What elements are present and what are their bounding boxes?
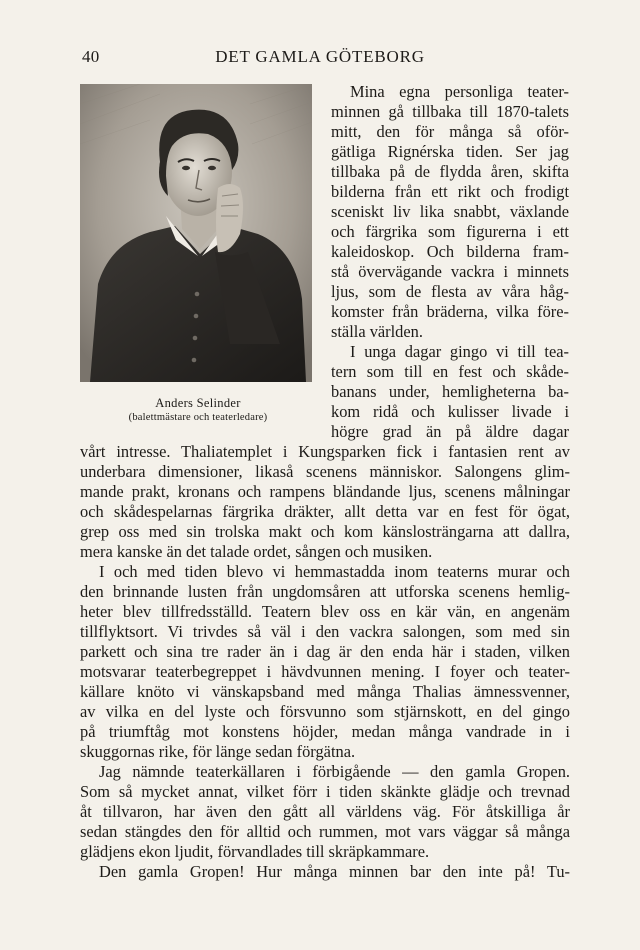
text-line: tillflyktsort. Vi trivdes så väl i den vackra salongen, som med sin bbox=[80, 622, 570, 641]
text-line: skuggornas rike, för länge sedan förgätna. bbox=[80, 742, 356, 761]
text-line: av vilka en del lyste och försvunno som stjärnskott, en del gingo bbox=[80, 702, 570, 721]
portrait-caption-name: Anders Selinder bbox=[155, 396, 241, 410]
text-line: tillbaka på de flydda åren, skifta bbox=[331, 162, 569, 181]
text-line: vårt intresse. Thaliatemplet i Kungsparken fick i fantasien rent av bbox=[80, 442, 570, 461]
portrait-figure bbox=[80, 84, 316, 423]
page-number: 40 bbox=[82, 47, 100, 66]
text-line: högre grad än på äldre dagar bbox=[331, 422, 569, 441]
text-line: mitt, den för många så oför- bbox=[331, 122, 569, 141]
text-line: glädjens ekon ljudit, förvandlades till skräpkammare. bbox=[80, 842, 430, 861]
text-line: I och med tiden blevo vi hemmastadda inom teaterns murar och bbox=[99, 562, 570, 581]
text-line: gätliga Rignérska tiden. Ser jag bbox=[331, 142, 569, 161]
text-line: ställa världen. bbox=[331, 322, 423, 341]
text-line: sedan stängdes den för alltid och rummen, mot vars väggar så många bbox=[80, 822, 570, 841]
text-line: Mina egna personliga teater- bbox=[350, 82, 569, 101]
text-line: mande prakt, kronans och rampens bländande ljus, scenens målningar bbox=[80, 482, 570, 501]
text-line: stå övervägande vackra i minnets bbox=[331, 262, 569, 281]
text-line: I unga dagar gingo vi till tea- bbox=[350, 342, 569, 361]
text-line: underbara dimensioner, likaså scenens människor. Salongens glim- bbox=[80, 462, 570, 481]
text-line: parkett och sina tre rader än i dag är den enda här i staden, vilken bbox=[80, 642, 570, 661]
text-line: tern som till en fest och skåde- bbox=[331, 362, 569, 381]
text-line: Jag nämnde teaterkällaren i förbigående — den gamla Gropen. bbox=[99, 762, 570, 781]
text-line: sceniskt liv lika snabbt, växlande bbox=[331, 202, 569, 221]
text-line: grep oss med sin trolska makt och kom känslosträngarna att dallra, bbox=[80, 522, 570, 541]
text-line: Som så mycket annat, vilket förr i tiden skänkte glädje och trevnad bbox=[80, 782, 570, 801]
text-line: banans under, hemligheterna ba- bbox=[331, 382, 569, 401]
text-line: den brinnande lusten från ungdomsåren att utforska scenens hemlig- bbox=[80, 582, 570, 601]
text-line: Den gamla Gropen! Hur många minnen bar den inte på! Tu- bbox=[99, 862, 570, 881]
text-line: kaleidoskop. Och bilderna fram- bbox=[331, 242, 569, 261]
running-head: DET GAMLA GÖTEBORG bbox=[215, 47, 425, 66]
text-line: bilderna från ett rikt och frodigt bbox=[331, 182, 569, 201]
text-line: källare knöto vi vänskapsband med många Thalias ämnessvenner, bbox=[80, 682, 570, 701]
portrait-image bbox=[80, 84, 312, 382]
text-line: minnen gå tillbaka till 1870-talets bbox=[331, 102, 569, 121]
text-line: och skådespelarnas färgrika dräkter, allt detta var en fest för ögat, bbox=[80, 502, 570, 521]
portrait-caption-role: (balettmästare och teaterledare) bbox=[128, 412, 268, 423]
text-line: och färgrika som figurerna i ett bbox=[331, 222, 569, 241]
text-line: kom ridå och kulisser livade i bbox=[331, 402, 569, 421]
text-line: ljus, som de flesta av våra håg- bbox=[331, 282, 569, 301]
text-line: komster från bräderna, vilka före- bbox=[331, 302, 569, 321]
text-line: heter blev tillfredsställd. Teatern blev oss en kär vän, en angenäm bbox=[80, 602, 570, 621]
text-line: mera kanske än det talade ordet, sången och musiken. bbox=[80, 542, 433, 561]
text-line: på triumftåg mot konstens höjder, medan många vandrade in i bbox=[80, 722, 570, 741]
text-line: åt tillvaron, har även den gått all världens väg. För åtskilliga år bbox=[80, 802, 570, 821]
text-line: motsvarar teaterbegreppet i hävdvunnen mening. I foyer och teater- bbox=[80, 662, 570, 681]
